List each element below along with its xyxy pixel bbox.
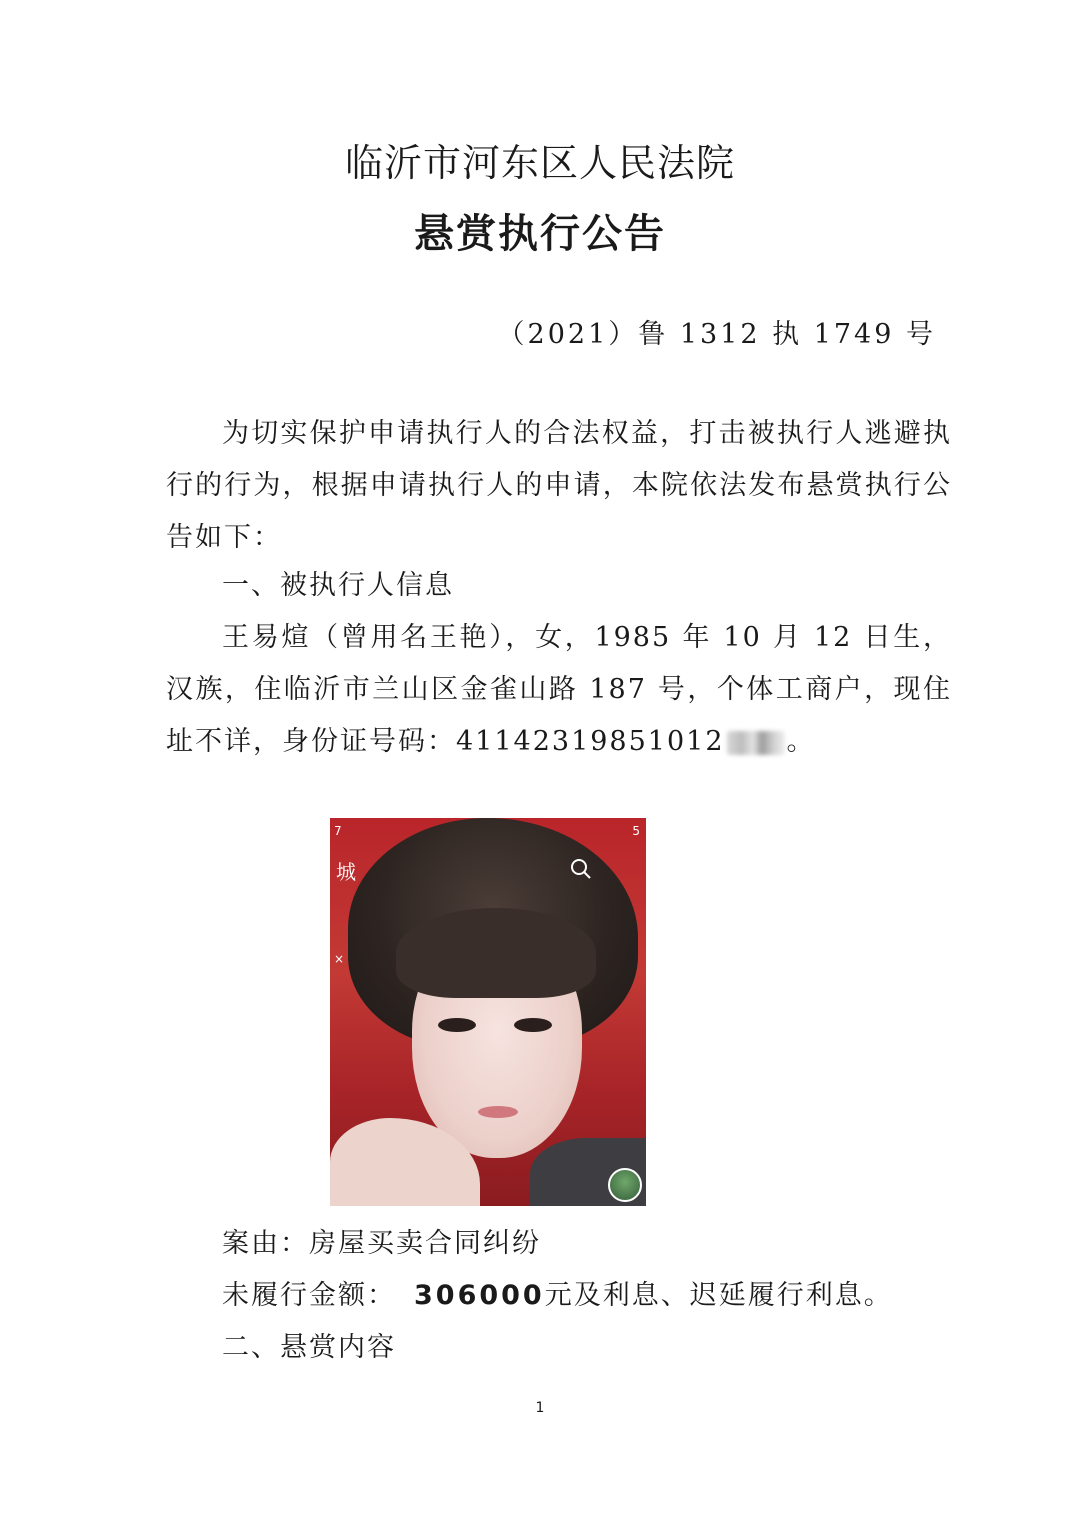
case-cause-line	[222, 1218, 952, 1270]
unpaid-amount-suffix: 元及利息、迟延履行利息。	[544, 1280, 893, 1311]
section-2-heading: 二、悬赏内容	[222, 1332, 396, 1363]
court-name: 临沂市河东区人民法院	[344, 141, 735, 185]
photo-eye-right	[514, 1018, 552, 1032]
section-1-heading: 一、被执行人信息	[222, 570, 454, 601]
photo-bangs	[396, 908, 596, 998]
photo-eye-left	[438, 1018, 476, 1032]
unpaid-amount-line	[222, 1270, 952, 1322]
photo-status-bar	[330, 818, 646, 844]
page-number: 1	[535, 1400, 545, 1416]
unpaid-amount-value: 306000	[414, 1280, 545, 1311]
redacted-id-digits	[727, 731, 785, 755]
photo-avatar-icon	[608, 1168, 642, 1202]
intro-paragraph: 为切实保护申请执行人的合法权益，打击被执行人逃避执行的行为，根据申请执行人的申请，本院依法发布悬赏执行公告如下：	[166, 418, 952, 553]
photo-city-label: 城	[336, 860, 356, 884]
photo-lips	[478, 1106, 518, 1118]
photo-close-icon: ×	[334, 952, 345, 966]
photo-battery-icon: 5	[632, 824, 640, 838]
person-info-text: 王易煊（曾用名王艳），女，1985 年 10 月 12 日生，汉族，住临沂市兰山区金雀山路 187 号，个体工商户，现住址不详，身份证号码：41142319851012	[166, 622, 952, 757]
person-info-paragraph	[166, 612, 952, 768]
case-number: （2021）鲁 1312 执 1749 号	[497, 319, 936, 350]
document-title: 悬赏执行公告	[414, 210, 666, 257]
person-photo	[330, 818, 646, 1206]
person-info-end: 。	[786, 726, 816, 757]
case-cause-value: 房屋买卖合同纠纷	[309, 1228, 541, 1259]
photo-status-left: 7	[334, 824, 342, 838]
photo-search-icon	[570, 858, 592, 880]
case-cause-label: 案由：	[222, 1228, 309, 1259]
unpaid-amount-label: 未履行金额：	[222, 1280, 396, 1311]
case-info-block	[222, 1218, 952, 1374]
